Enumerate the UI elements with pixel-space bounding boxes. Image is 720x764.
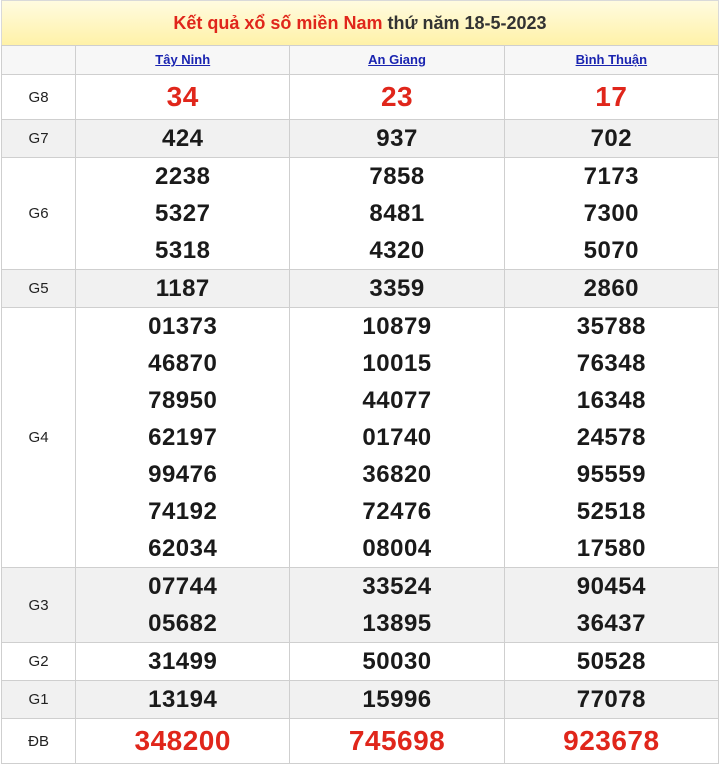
prize-label: G6 bbox=[2, 158, 76, 270]
prize-number: 35788 bbox=[576, 313, 646, 340]
prize-number: 07744 bbox=[148, 573, 218, 600]
prize-label: G7 bbox=[2, 120, 76, 158]
prize-cell bbox=[504, 308, 718, 568]
prize-number: 13194 bbox=[148, 686, 218, 713]
prize-number: 424 bbox=[161, 125, 204, 152]
prize-row bbox=[2, 681, 719, 719]
prize-number: 62197 bbox=[148, 424, 218, 451]
prize-number: 937 bbox=[376, 125, 418, 152]
prize-number: 348200 bbox=[134, 725, 231, 756]
prize-number: 702 bbox=[590, 125, 633, 152]
prize-row bbox=[2, 120, 719, 158]
prize-cell bbox=[76, 643, 290, 681]
results-table bbox=[1, 45, 719, 764]
prize-number: 36437 bbox=[576, 610, 646, 637]
prize-row bbox=[2, 75, 719, 120]
prize-cell bbox=[504, 568, 718, 643]
prize-number: 7858 bbox=[369, 163, 425, 190]
prize-label: ĐB bbox=[2, 719, 76, 764]
prize-number: 2238 bbox=[155, 163, 211, 190]
prize-cell bbox=[504, 120, 718, 158]
prize-row bbox=[2, 270, 719, 308]
prize-number: 23 bbox=[380, 81, 414, 112]
prize-cell bbox=[504, 719, 718, 764]
prize-number: 78950 bbox=[148, 387, 218, 414]
prize-number: 7300 bbox=[583, 200, 640, 227]
prize-label: G1 bbox=[2, 681, 76, 719]
prize-number: 77078 bbox=[576, 686, 646, 713]
prize-cell bbox=[76, 75, 290, 120]
prize-number: 1187 bbox=[155, 275, 210, 302]
prize-number: 4320 bbox=[369, 237, 425, 264]
prize-cell bbox=[76, 270, 290, 308]
prize-number: 62034 bbox=[148, 535, 218, 562]
prize-cell bbox=[290, 719, 504, 764]
prize-cell bbox=[290, 120, 504, 158]
prize-number: 46870 bbox=[148, 350, 218, 377]
prize-number: 76348 bbox=[576, 350, 646, 377]
prize-number: 01373 bbox=[148, 313, 218, 340]
prize-number: 923678 bbox=[563, 725, 660, 756]
prize-cell bbox=[290, 643, 504, 681]
prize-cell bbox=[504, 681, 718, 719]
prize-number: 17580 bbox=[576, 535, 646, 562]
title-link[interactable]: Kết quả xổ số miền Nam bbox=[173, 13, 383, 33]
page-title bbox=[1, 0, 719, 45]
prize-cell bbox=[290, 270, 504, 308]
prize-number: 72476 bbox=[362, 498, 432, 525]
province-cell bbox=[290, 46, 504, 75]
header-row bbox=[2, 46, 719, 75]
prize-row bbox=[2, 568, 719, 643]
prize-row bbox=[2, 308, 719, 568]
province-link[interactable]: Tây Ninh bbox=[155, 52, 211, 67]
prize-number: 34 bbox=[166, 81, 199, 112]
prize-number: 24578 bbox=[576, 424, 646, 451]
title-date: thứ năm 18-5-2023 bbox=[382, 13, 547, 33]
prize-label: G5 bbox=[2, 270, 76, 308]
prize-number: 01740 bbox=[362, 424, 432, 451]
prize-cell bbox=[76, 158, 290, 270]
prize-cell bbox=[290, 308, 504, 568]
prize-label: G8 bbox=[2, 75, 76, 120]
prize-number: 33524 bbox=[362, 573, 432, 600]
prize-number: 74192 bbox=[148, 498, 218, 525]
prize-number: 5318 bbox=[155, 237, 211, 264]
prize-number: 08004 bbox=[362, 535, 432, 562]
prize-cell bbox=[76, 719, 290, 764]
prize-row bbox=[2, 643, 719, 681]
prize-number: 5070 bbox=[583, 237, 640, 264]
prize-number: 745698 bbox=[348, 725, 446, 756]
prize-cell bbox=[504, 643, 718, 681]
prize-cell bbox=[290, 681, 504, 719]
prize-cell bbox=[76, 568, 290, 643]
prize-number: 44077 bbox=[362, 387, 432, 414]
prize-number: 15996 bbox=[362, 686, 432, 713]
prize-number: 10015 bbox=[362, 350, 432, 377]
prize-label: G4 bbox=[2, 308, 76, 568]
prize-number: 2860 bbox=[583, 275, 640, 302]
prize-cell bbox=[504, 158, 718, 270]
prize-number: 50528 bbox=[576, 648, 646, 675]
prize-label: G3 bbox=[2, 568, 76, 643]
prize-number: 8481 bbox=[369, 200, 425, 227]
prize-cell bbox=[504, 75, 718, 120]
prize-number: 7173 bbox=[583, 163, 640, 190]
prize-number: 31499 bbox=[148, 648, 218, 675]
prize-cell bbox=[290, 568, 504, 643]
prize-number: 5327 bbox=[155, 200, 211, 227]
prize-number: 99476 bbox=[148, 461, 218, 488]
province-cell bbox=[504, 46, 718, 75]
prize-number: 13895 bbox=[362, 610, 432, 637]
prize-cell bbox=[76, 308, 290, 568]
prize-cell bbox=[76, 120, 290, 158]
prize-number: 3359 bbox=[369, 275, 425, 302]
results-container bbox=[1, 0, 719, 764]
prize-cell bbox=[290, 158, 504, 270]
province-cell bbox=[76, 46, 290, 75]
prize-number: 05682 bbox=[148, 610, 218, 637]
prize-number: 17 bbox=[595, 81, 628, 112]
prize-cell bbox=[290, 75, 504, 120]
prize-number: 90454 bbox=[576, 573, 646, 600]
province-link[interactable]: Bình Thuận bbox=[575, 52, 648, 67]
prize-number: 36820 bbox=[362, 461, 432, 488]
prize-row bbox=[2, 158, 719, 270]
prize-row bbox=[2, 719, 719, 764]
prize-number: 50030 bbox=[362, 648, 432, 675]
header-blank bbox=[2, 46, 76, 75]
prize-cell bbox=[504, 270, 718, 308]
province-link[interactable]: An Giang bbox=[368, 52, 426, 67]
prize-number: 16348 bbox=[576, 387, 646, 414]
prize-label: G2 bbox=[2, 643, 76, 681]
prize-number: 95559 bbox=[576, 461, 646, 488]
prize-cell bbox=[76, 681, 290, 719]
prize-number: 10879 bbox=[362, 313, 432, 340]
prize-number: 52518 bbox=[576, 498, 646, 525]
